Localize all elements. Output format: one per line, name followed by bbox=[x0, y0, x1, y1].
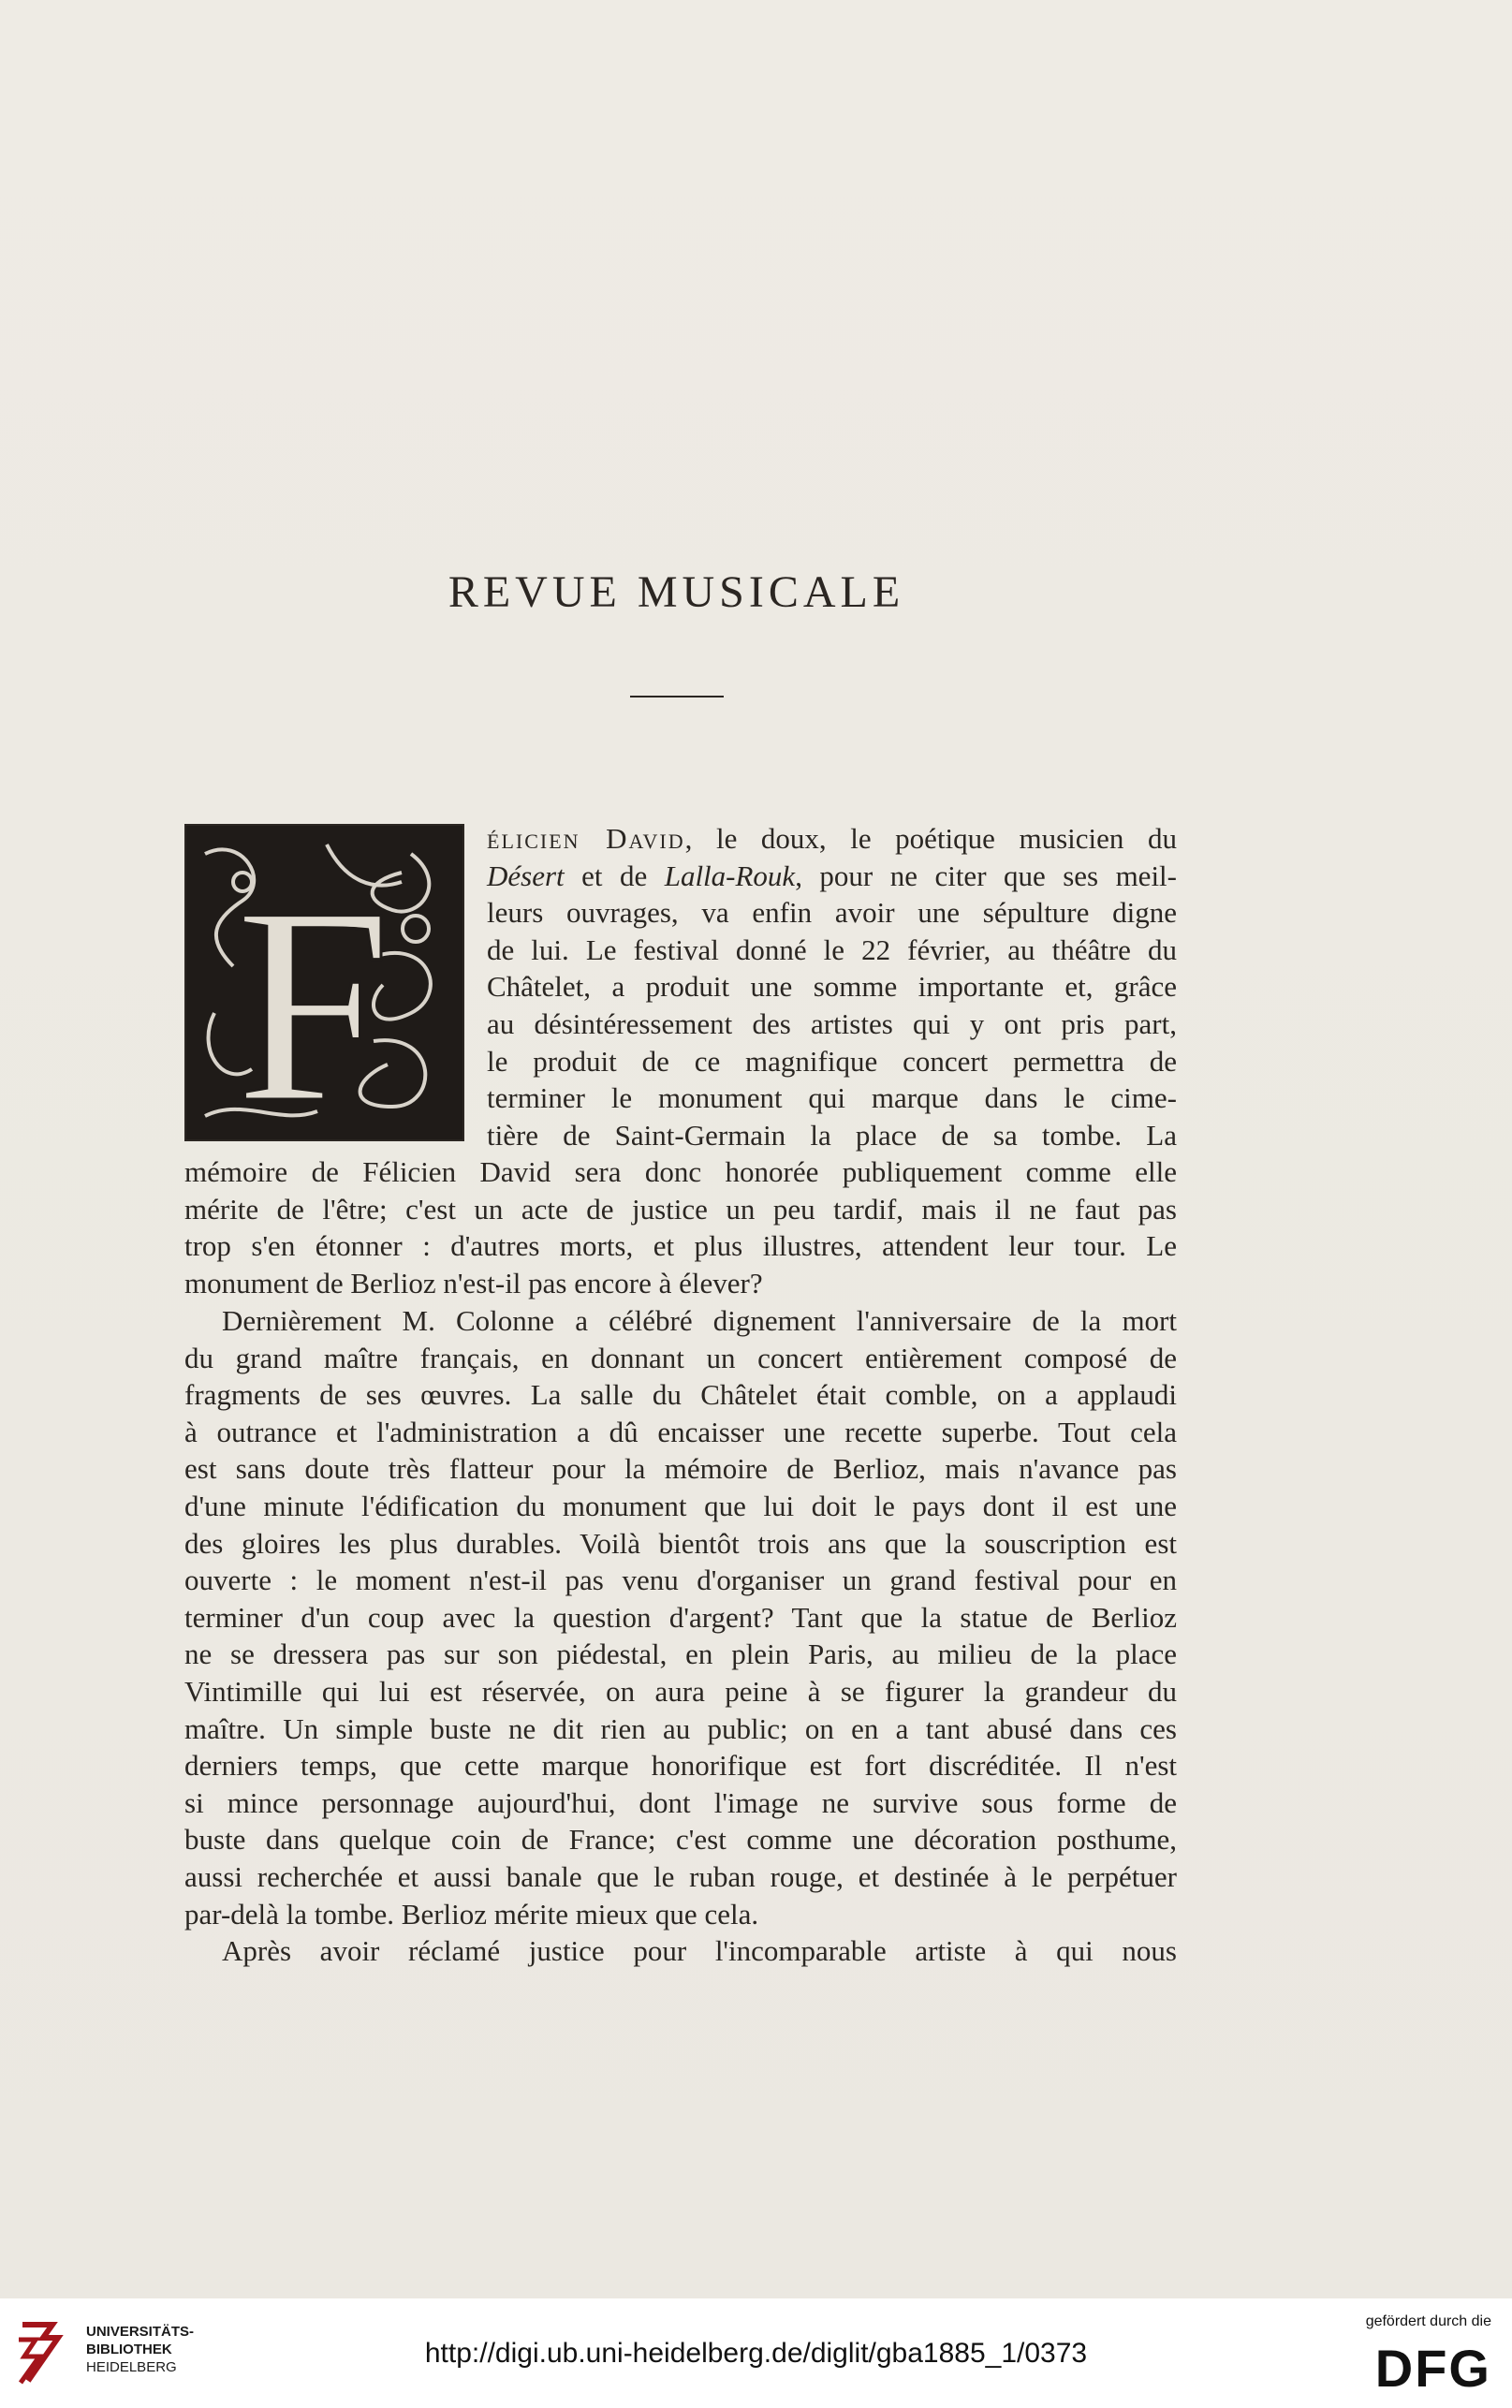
text-line: maître. Un simple buste ne dit rien au public; on en a tant abusé dans ces bbox=[184, 1711, 1177, 1745]
text-line: Châtelet, a produit une somme importante et, grâce bbox=[487, 970, 1177, 1004]
drop-cap-paragraph bbox=[487, 820, 1177, 1153]
source-url-link[interactable]: http://digi.ub.uni-heidelberg.de/diglit/gba1885_1/0373 bbox=[424, 2338, 1088, 2369]
paragraph-2 bbox=[184, 1302, 1177, 1932]
title-rule bbox=[630, 696, 724, 697]
text-line: si mince personnage aujourd'hui, dont l'image ne survive sous forme de bbox=[184, 1785, 1177, 1819]
text-line: le produit de ce magnifique concert permettra de bbox=[487, 1044, 1177, 1078]
ornamental-initial-image bbox=[186, 826, 462, 1139]
text-line: aussi recherchée et aussi banale que le ruban rouge, et destinée à le perpétuer bbox=[184, 1859, 1177, 1893]
text-line: du grand maître français, en donnant un concert entièrement composé de bbox=[184, 1341, 1177, 1374]
text-line: mérite de l'être; c'est un acte de justice un peu tardif, mais il ne faut pas bbox=[184, 1192, 1177, 1226]
text-line: terminer d'un coup avec la question d'argent? Tant que la statue de Berlioz bbox=[184, 1600, 1177, 1634]
text-line: monument de Berlioz n'est-il pas encore à élever? bbox=[184, 1266, 763, 1299]
text-line: terminer le monument qui marque dans le cime- bbox=[487, 1081, 1177, 1115]
text-line: ouverte : le moment n'est-il pas venu d'organiser un grand festival pour en bbox=[184, 1564, 1177, 1597]
library-name-line-2: BIBLIOTHEK bbox=[86, 2342, 172, 2357]
text-line: derniers temps, que cette marque honorifique est fort discréditée. Il n'est bbox=[184, 1749, 1177, 1783]
text-line: des gloires les plus durables. Voilà bientôt trois ans que la souscription est bbox=[184, 1526, 1177, 1560]
text-line: par-delà la tombe. Berlioz mérite mieux que cela. bbox=[184, 1897, 759, 1931]
paragraph-1-continued bbox=[184, 1153, 1177, 1301]
text-line: est sans doute très flatteur pour la mémoire de Berlioz, mais n'avance pas bbox=[184, 1452, 1177, 1486]
library-name-line-1: UNIVERSITÄTS- bbox=[86, 2324, 195, 2340]
text-line: leurs ouvrages, va enfin avoir une sépulture digne bbox=[487, 896, 1177, 930]
text-line: Après avoir réclamé justice pour l'incomparable artiste à qui nous bbox=[222, 1934, 1177, 1967]
text-line bbox=[487, 820, 1177, 858]
text-line: Désert et de Lalla-Rouk, pour ne citer que ses meil- bbox=[487, 859, 1177, 892]
page-title: REVUE MUSICALE bbox=[448, 567, 905, 617]
text-line: ne se dressera pas sur son piédestal, en plein Paris, au milieu de la place bbox=[184, 1637, 1177, 1671]
funding-label: gefördert durch die bbox=[1365, 2313, 1491, 2329]
paragraph-3 bbox=[184, 1932, 1177, 1970]
decorated-initial-letter bbox=[184, 824, 464, 1141]
library-name-line-3: HEIDELBERG bbox=[86, 2359, 177, 2375]
text-line: à outrance et l'administration a dû encaisser une recette superbe. Tout cela bbox=[184, 1415, 1177, 1448]
initial-letter-glyph: F bbox=[235, 849, 391, 1139]
digitization-footer bbox=[0, 2298, 1512, 2408]
text-line: Vintimille qui lui est réservée, on aura peine à se figurer la grandeur du bbox=[184, 1674, 1177, 1708]
text-run: , le doux, le poétique musicien du bbox=[684, 822, 1177, 855]
text-line: au désintéressement des artistes qui y ont pris part, bbox=[487, 1006, 1177, 1040]
dfg-logo: DFG bbox=[1374, 2339, 1491, 2398]
text-line: buste dans quelque coin de France; c'est comme une décoration posthume, bbox=[184, 1823, 1177, 1857]
text-line: mémoire de Félicien David sera donc honorée publiquement comme elle bbox=[184, 1155, 1177, 1188]
text-line: trop s'en étonner : d'autres morts, et plus illustres, attendent leur tour. Le bbox=[184, 1229, 1177, 1263]
text-line: fragments de ses œuvres. La salle du Châtelet était comble, on a applaudi bbox=[184, 1378, 1177, 1412]
text-line: tière de Saint-Germain la place de sa tombe. La bbox=[487, 1118, 1177, 1152]
text-line: d'une minute l'édification du monument que lui doit le pays dont il est une bbox=[184, 1489, 1177, 1522]
text-line: Dernièrement M. Colonne a célébré dignement l'anniversaire de la mort bbox=[222, 1304, 1177, 1337]
small-caps-name: élicien David bbox=[487, 822, 685, 855]
text-line: de lui. Le festival donné le 22 février, au théâtre du bbox=[487, 932, 1177, 966]
